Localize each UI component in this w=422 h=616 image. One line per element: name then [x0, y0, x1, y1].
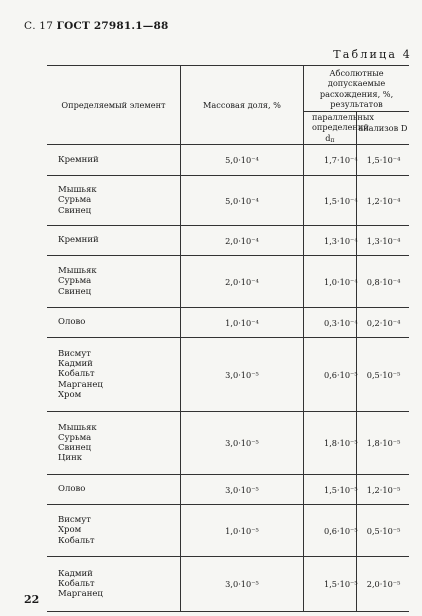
parallel-tolerance-cell: 1,5·10⁻⁵ [304, 475, 357, 505]
col-parallel-text: параллельных определений d [312, 112, 374, 143]
mass-fraction-cell: 1,0·10⁻⁵ [181, 505, 304, 557]
mass-fraction-cell: 5,0·10⁻⁴ [181, 145, 304, 176]
page-header [24, 20, 168, 32]
element-cell [47, 505, 181, 557]
table-caption: Таблица 4 [333, 48, 412, 61]
analysis-tolerance-cell: 0,8·10⁻⁴ [356, 256, 409, 308]
element-cell [47, 176, 181, 226]
mass-fraction-cell: 5,0·10⁻⁴ [181, 176, 304, 226]
element-name: Сурьма [58, 432, 92, 443]
element-name: Кремний [58, 235, 99, 246]
element-name: Мышьяк [58, 185, 97, 196]
page-number: 22 [24, 593, 40, 606]
table-row [47, 505, 409, 557]
analysis-tolerance-cell: 1,2·10⁻⁵ [356, 475, 409, 505]
analysis-tolerance-cell: 0,5·10⁻⁵ [356, 338, 409, 412]
table-row [47, 256, 409, 308]
page-label: С. 17 [24, 20, 54, 32]
parallel-tolerance-cell: 0,3·10⁻⁴ [304, 308, 357, 338]
element-name: Сурьма [58, 276, 92, 287]
col-analysis-header: анализов D [356, 112, 409, 145]
element-cell [47, 338, 181, 412]
parallel-tolerance-cell: 1,5·10⁻⁵ [304, 557, 357, 612]
mass-fraction-cell: 3,0·10⁻⁵ [181, 475, 304, 505]
mass-fraction-cell: 2,0·10⁻⁴ [181, 226, 304, 256]
mass-fraction-cell: 3,0·10⁻⁵ [181, 338, 304, 412]
element-name: Хром [58, 525, 82, 536]
parallel-tolerance-cell: 1,0·10⁻⁴ [304, 256, 357, 308]
table-body [47, 145, 409, 612]
element-cell [47, 557, 181, 612]
element-name: Висмут [58, 515, 91, 526]
mass-fraction-cell: 2,0·10⁻⁴ [181, 256, 304, 308]
analysis-tolerance-cell: 1,3·10⁻⁴ [356, 226, 409, 256]
table-row [47, 145, 409, 176]
parallel-tolerance-cell: 1,3·10⁻⁴ [304, 226, 357, 256]
table-row [47, 308, 409, 338]
analysis-tolerance-cell: 0,5·10⁻⁵ [356, 505, 409, 557]
analysis-tolerance-cell: 1,2·10⁻⁴ [356, 176, 409, 226]
col-element-header: Определяемый элемент [47, 66, 181, 145]
element-name: Свинец [58, 443, 92, 453]
analysis-tolerance-cell: 2,0·10⁻⁵ [356, 557, 409, 612]
col-parallel-header [304, 112, 374, 145]
analysis-tolerance-cell: 1,5·10⁻⁴ [356, 145, 409, 176]
table-row [47, 338, 409, 412]
element-cell [47, 226, 181, 256]
col-parallel-subscript: п [330, 136, 335, 144]
table-row [47, 557, 409, 612]
table-row [47, 176, 409, 226]
analysis-tolerance-cell: 0,2·10⁻⁴ [356, 308, 409, 338]
parallel-tolerance-cell: 1,8·10⁻⁵ [304, 412, 357, 475]
mass-fraction-cell: 3,0·10⁻⁵ [181, 557, 304, 612]
element-cell [47, 475, 181, 505]
parallel-tolerance-cell: 0,6·10⁻⁵ [304, 338, 357, 412]
element-name: Кобальт [58, 578, 95, 589]
table-row [47, 412, 409, 475]
parallel-tolerance-cell: 0,6·10⁻⁵ [304, 505, 357, 557]
element-cell [47, 308, 181, 338]
mass-fraction-cell: 1,0·10⁻⁴ [181, 308, 304, 338]
element-cell [47, 145, 181, 176]
col-mass-fraction-header: Массовая доля, % [181, 66, 304, 145]
element-name: Сурьма [58, 195, 92, 206]
mass-fraction-cell: 3,0·10⁻⁵ [181, 412, 304, 475]
element-name: Свинец [58, 286, 92, 297]
parallel-tolerance-cell: 1,5·10⁻⁴ [304, 176, 357, 226]
element-name: Хром [58, 389, 82, 400]
element-name: Кобальт [58, 369, 95, 380]
element-name: Кадмий [58, 568, 93, 579]
element-name: Свинец [58, 205, 92, 216]
parallel-tolerance-cell: 1,7·10⁻⁴ [304, 145, 357, 176]
table-row [47, 475, 409, 505]
element-name: Кобальт [58, 535, 95, 546]
element-name: Висмут [58, 349, 91, 360]
tolerance-table [47, 65, 409, 612]
element-name: Марганец [58, 379, 103, 390]
element-cell [47, 256, 181, 308]
standard-number: ГОСТ 27981.1—88 [56, 20, 169, 32]
table-header [47, 66, 409, 145]
analysis-tolerance-cell: 1,8·10⁻⁵ [356, 412, 409, 475]
element-name: Мышьяк [58, 422, 97, 433]
element-name: Олово [58, 484, 86, 495]
element-cell [47, 412, 181, 475]
col-tolerance-group-header: Абсолютные допускаемые расхождения, %, результатов [304, 66, 410, 112]
table-row [47, 226, 409, 256]
element-name: Кремний [58, 154, 99, 165]
element-name: Олово [58, 317, 86, 328]
element-name: Мышьяк [58, 266, 97, 277]
element-name: Кадмий [58, 359, 93, 370]
element-name: Цинк [58, 453, 83, 464]
element-name: Марганец [58, 589, 103, 599]
